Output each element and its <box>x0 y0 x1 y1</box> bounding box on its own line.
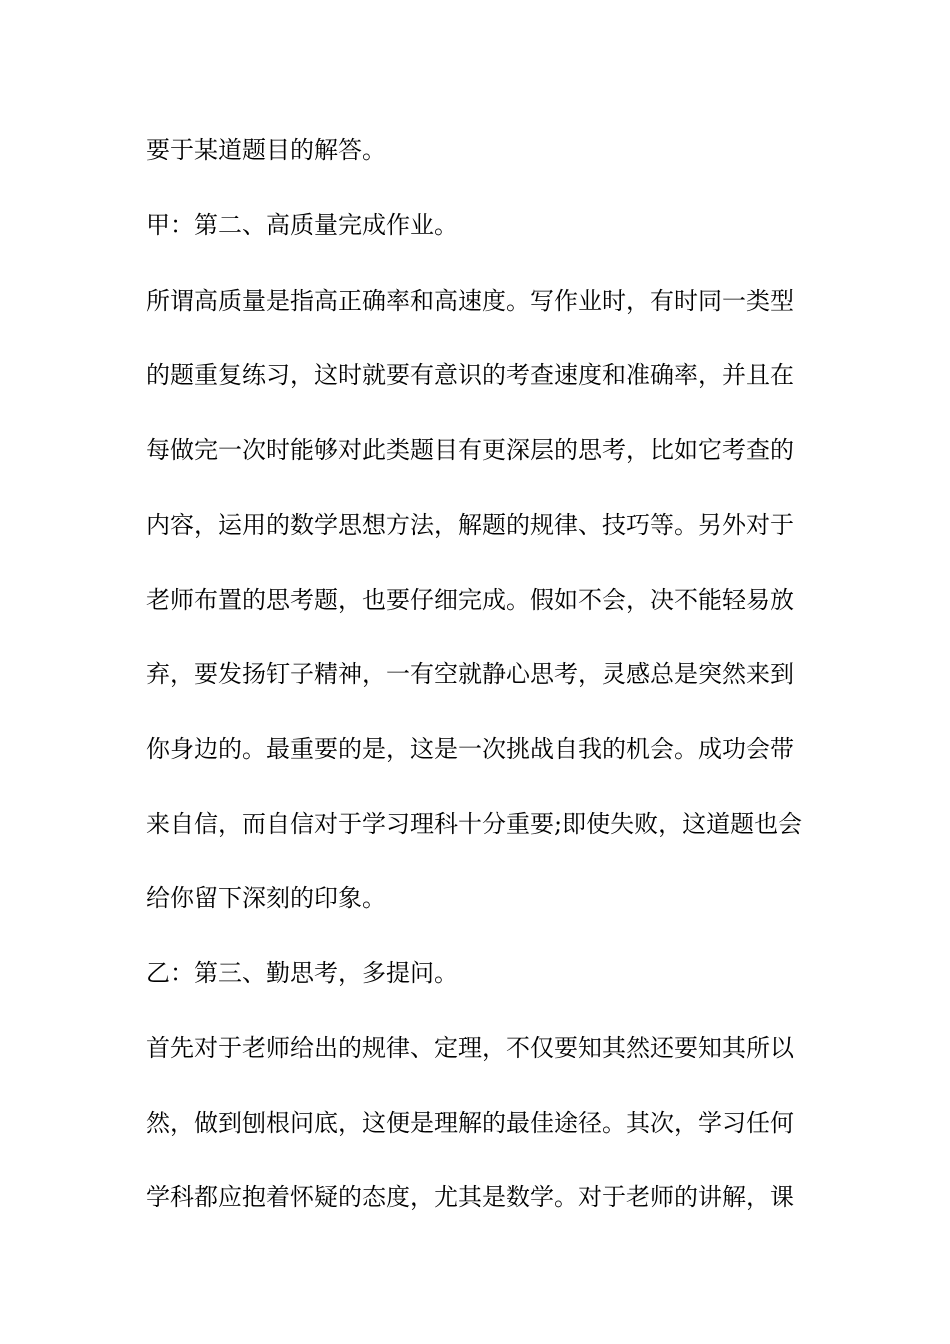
text-line: 每做完一次时能够对此类题目有更深层的思考，比如它考查的 <box>146 436 794 464</box>
section-heading: 乙：第三、勤思考，多提问。 <box>146 959 458 987</box>
text-line: 给你留下深刻的印象。 <box>146 884 386 912</box>
text-line: 然，做到刨根问底，这便是理解的最佳途径。其次，学习任何 <box>146 1109 794 1137</box>
text-line: 首先对于老师给出的规律、定理，不仅要知其然还要知其所以 <box>146 1034 794 1062</box>
text-line: 你身边的。最重要的是，这是一次挑战自我的机会。成功会带 <box>146 735 794 763</box>
text-line: 老师布置的思考题，也要仔细完成。假如不会，决不能轻易放 <box>146 586 794 614</box>
text-line: 来自信，而自信对于学习理科十分重要;即使失败，这道题也会 <box>146 810 803 838</box>
text-line: 的题重复练习，这时就要有意识的考查速度和准确率，并且在 <box>146 361 794 389</box>
text-line: 所谓高质量是指高正确率和高速度。写作业时，有时同一类型 <box>146 287 794 315</box>
text-line: 内容，运用的数学思想方法，解题的规律、技巧等。另外对于 <box>146 511 794 539</box>
text-line: 要于某道题目的解答。 <box>146 136 386 164</box>
section-heading: 甲：第二、高质量完成作业。 <box>146 211 458 239</box>
text-line: 学科都应抱着怀疑的态度，尤其是数学。对于老师的讲解，课 <box>146 1183 794 1211</box>
text-line: 弃，要发扬钉子精神，一有空就静心思考，灵感总是突然来到 <box>146 660 794 688</box>
